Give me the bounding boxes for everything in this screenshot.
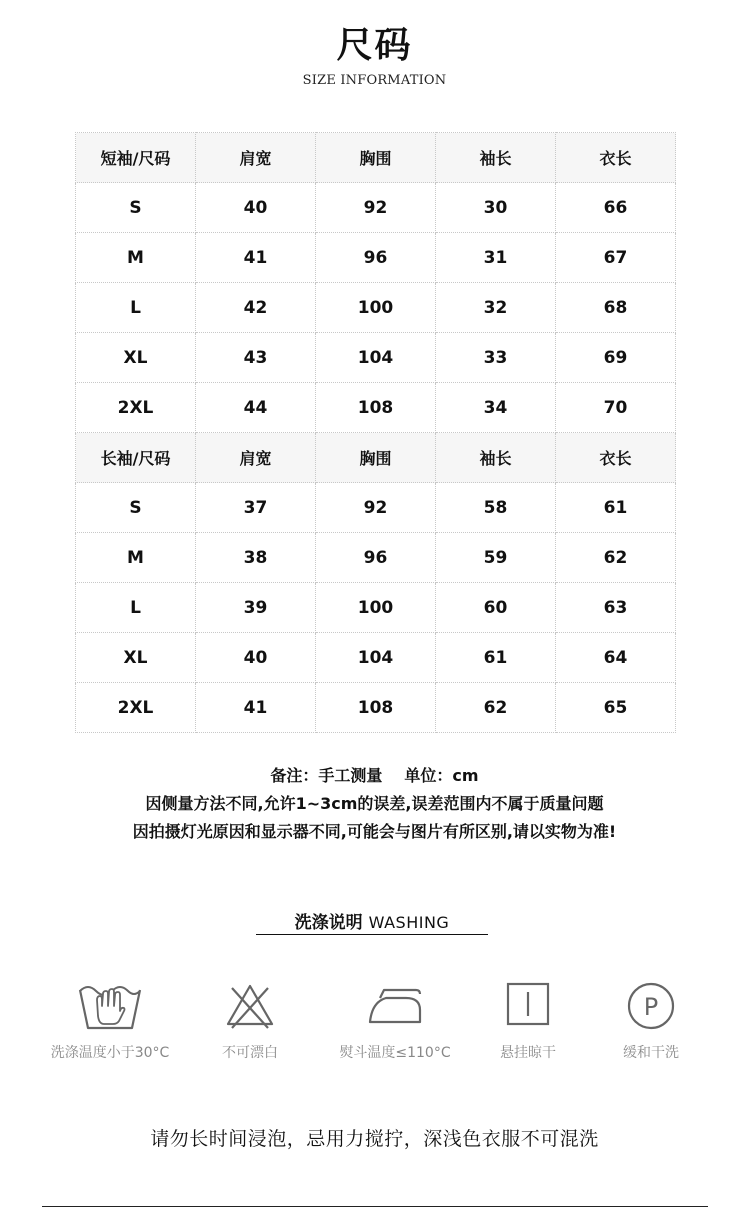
divider bbox=[42, 1206, 708, 1207]
table-cell: 62 bbox=[436, 683, 556, 733]
size-cell: L bbox=[76, 583, 196, 633]
table-row bbox=[76, 333, 676, 383]
column-header: 袖长 bbox=[436, 433, 556, 483]
care-item-no-bleach bbox=[175, 980, 325, 1062]
table-cell: 62 bbox=[556, 533, 676, 583]
table-cell: 63 bbox=[556, 583, 676, 633]
hand-wash-icon bbox=[75, 980, 145, 1032]
table-cell: 70 bbox=[556, 383, 676, 433]
table-cell: 39 bbox=[196, 583, 316, 633]
size-notes bbox=[0, 762, 749, 846]
table-cell: 34 bbox=[436, 383, 556, 433]
unit-note: 单位：cm bbox=[404, 766, 479, 785]
table-cell: 66 bbox=[556, 183, 676, 233]
table-cell: 33 bbox=[436, 333, 556, 383]
table-cell: 104 bbox=[316, 333, 436, 383]
table-row bbox=[76, 233, 676, 283]
measure-note: 备注：手工测量 bbox=[270, 766, 383, 785]
table-cell: 44 bbox=[196, 383, 316, 433]
table-row bbox=[76, 483, 676, 533]
table-cell: 65 bbox=[556, 683, 676, 733]
column-header: 肩宽 bbox=[196, 133, 316, 183]
washing-advice: 请勿长时间浸泡，忌用力搅拧，深浅色衣服不可混洗 bbox=[150, 1128, 599, 1150]
table-cell: 60 bbox=[436, 583, 556, 633]
table-cell: 41 bbox=[196, 233, 316, 283]
page-subtitle: SIZE INFORMATION bbox=[302, 73, 447, 88]
table-cell: 67 bbox=[556, 233, 676, 283]
size-table bbox=[75, 132, 676, 733]
column-header: 短袖/尺码 bbox=[76, 133, 196, 183]
care-label: 熨斗温度≤110°C bbox=[339, 1045, 451, 1061]
table-cell: 69 bbox=[556, 333, 676, 383]
table-cell: 104 bbox=[316, 633, 436, 683]
care-item-hand-wash bbox=[35, 980, 185, 1062]
table-cell: 100 bbox=[316, 583, 436, 633]
care-item-iron bbox=[320, 980, 470, 1062]
column-header: 长袖/尺码 bbox=[76, 433, 196, 483]
dry-clean-letter: P bbox=[643, 993, 659, 1021]
table-cell: 40 bbox=[196, 183, 316, 233]
short-sleeve-header-row bbox=[76, 133, 676, 183]
size-cell: S bbox=[76, 183, 196, 233]
table-cell: 61 bbox=[556, 483, 676, 533]
table-cell: 38 bbox=[196, 533, 316, 583]
table-cell: 64 bbox=[556, 633, 676, 683]
table-cell: 59 bbox=[436, 533, 556, 583]
table-cell: 41 bbox=[196, 683, 316, 733]
washing-title-en: WASHING bbox=[368, 913, 450, 932]
care-label: 洗涤温度小于30°C bbox=[50, 1045, 170, 1061]
size-cell: 2XL bbox=[76, 383, 196, 433]
table-cell: 108 bbox=[316, 683, 436, 733]
size-cell: S bbox=[76, 483, 196, 533]
column-header: 胸围 bbox=[316, 133, 436, 183]
size-cell: 2XL bbox=[76, 683, 196, 733]
washing-section-title bbox=[256, 908, 488, 935]
table-row bbox=[76, 183, 676, 233]
table-cell: 100 bbox=[316, 283, 436, 333]
table-cell: 40 bbox=[196, 633, 316, 683]
table-cell: 37 bbox=[196, 483, 316, 533]
size-cell: L bbox=[76, 283, 196, 333]
no-bleach-icon bbox=[220, 980, 280, 1032]
table-row bbox=[76, 283, 676, 333]
table-cell: 92 bbox=[316, 483, 436, 533]
table-cell: 92 bbox=[316, 183, 436, 233]
table-cell: 61 bbox=[436, 633, 556, 683]
table-cell: 42 bbox=[196, 283, 316, 333]
table-cell: 32 bbox=[436, 283, 556, 333]
table-cell: 58 bbox=[436, 483, 556, 533]
size-cell: XL bbox=[76, 333, 196, 383]
table-row bbox=[76, 383, 676, 433]
table-cell: 31 bbox=[436, 233, 556, 283]
washing-title-cn: 洗涤说明 bbox=[294, 913, 363, 933]
size-cell: XL bbox=[76, 633, 196, 683]
column-header: 胸围 bbox=[316, 433, 436, 483]
table-row bbox=[76, 583, 676, 633]
column-header: 衣长 bbox=[556, 433, 676, 483]
size-cell: M bbox=[76, 233, 196, 283]
table-cell: 30 bbox=[436, 183, 556, 233]
column-header: 肩宽 bbox=[196, 433, 316, 483]
page-title: 尺码 bbox=[336, 25, 413, 66]
long-sleeve-header-row bbox=[76, 433, 676, 483]
table-cell: 96 bbox=[316, 533, 436, 583]
note-line: 因侧量方法不同,允许1~3cm的误差,误差范围内不属于质量问题 bbox=[145, 794, 604, 813]
table-cell: 43 bbox=[196, 333, 316, 383]
care-label: 不可漂白 bbox=[222, 1045, 278, 1061]
care-item-dry-clean bbox=[576, 980, 726, 1062]
table-cell: 108 bbox=[316, 383, 436, 433]
size-cell: M bbox=[76, 533, 196, 583]
column-header: 衣长 bbox=[556, 133, 676, 183]
hang-dry-icon bbox=[498, 980, 558, 1032]
table-row bbox=[76, 633, 676, 683]
iron-icon bbox=[360, 980, 430, 1032]
care-label: 缓和干洗 bbox=[623, 1045, 679, 1061]
table-row bbox=[76, 533, 676, 583]
care-label: 悬挂晾干 bbox=[500, 1045, 556, 1061]
table-cell: 68 bbox=[556, 283, 676, 333]
dry-clean-p-icon bbox=[621, 980, 681, 1032]
table-cell: 96 bbox=[316, 233, 436, 283]
column-header: 袖长 bbox=[436, 133, 556, 183]
note-line: 因拍摄灯光原因和显示器不同,可能会与图片有所区别,请以实物为准! bbox=[132, 822, 617, 841]
table-row bbox=[76, 683, 676, 733]
note-line bbox=[0, 762, 749, 790]
